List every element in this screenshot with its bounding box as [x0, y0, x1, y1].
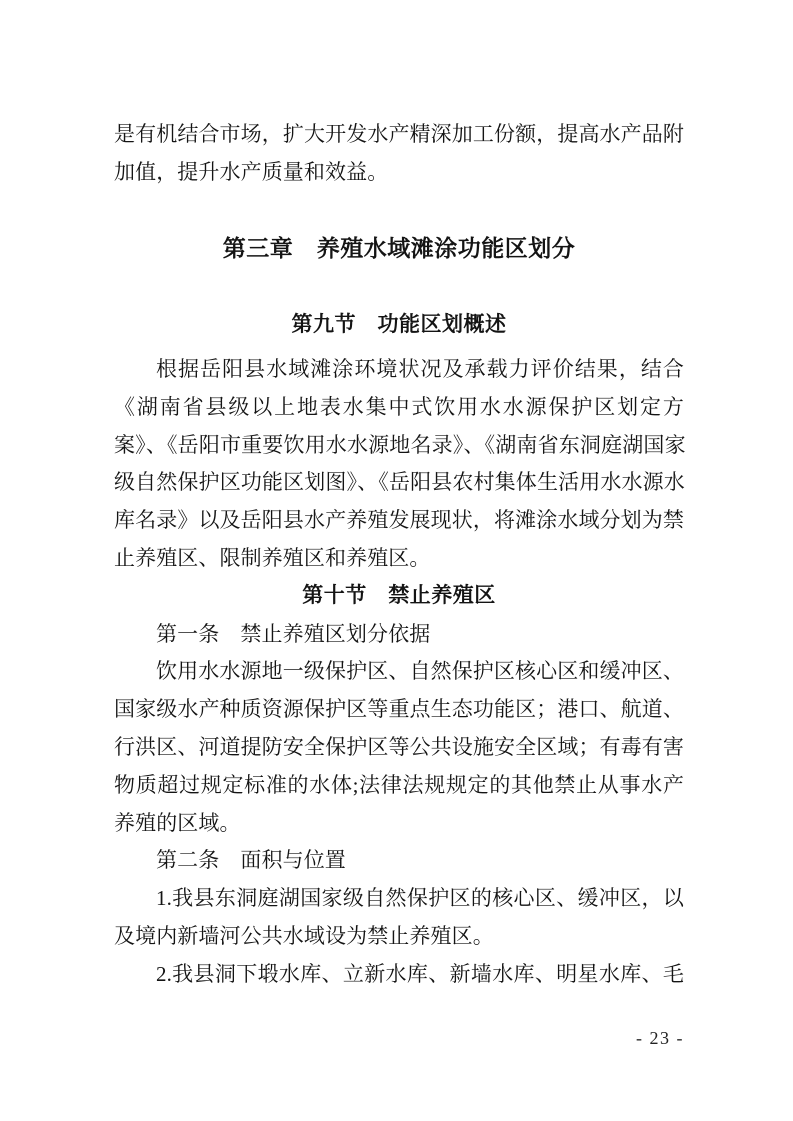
section-heading-10: 第十节 禁止养殖区: [302, 584, 496, 607]
article-1-heading: 第一条 禁止养殖区划分依据: [156, 622, 431, 646]
body-line: 级自然保护区功能区划图》、《岳阳县农村集体生活用水水源水: [114, 470, 684, 494]
chapter-heading: 第三章 养殖水域滩涂功能区划分: [222, 235, 576, 261]
body-line: 行洪区、河道提防安全保护区等公共设施安全区域；有毒有害: [114, 735, 684, 759]
body-line: 物质超过规定标准的水体;法律法规规定的其他禁止从事水产: [114, 773, 684, 797]
body-line: 《湖南省县级以上地表水集中式饮用水水源保护区划定方: [114, 395, 684, 419]
body-line: 是有机结合市场，扩大开发水产精深加工份额，提高水产品附: [114, 122, 684, 146]
article-2-heading: 第二条 面积与位置: [156, 848, 346, 872]
body-line: 案》、《岳阳市重要饮用水水源地名录》、《湖南省东洞庭湖国家: [114, 433, 684, 457]
body-line: 国家级水产种质资源保护区等重点生态功能区；港口、航道、: [114, 697, 684, 721]
body-line: 1.我县东洞庭湖国家级自然保护区的核心区、缓冲区，以: [156, 886, 684, 910]
body-line: 库名录》以及岳阳县水产养殖发展现状，将滩涂水域分划为禁: [114, 508, 684, 532]
page-number: - 23 -: [636, 1028, 684, 1048]
body-line: 加值，提升水产质量和效益。: [114, 160, 389, 184]
body-line: 止养殖区、限制养殖区和养殖区。: [114, 546, 431, 570]
body-line: 养殖的区域。: [114, 811, 241, 835]
body-line: 及境内新墙河公共水域设为禁止养殖区。: [114, 924, 494, 948]
body-line: 2.我县洞下塅水库、立新水库、新墙水库、明星水库、毛: [156, 962, 684, 986]
body-line: 饮用水水源地一级保护区、自然保护区核心区和缓冲区、: [156, 659, 684, 683]
body-line: 根据岳阳县水域滩涂环境状况及承载力评价结果，结合: [156, 357, 684, 381]
section-heading-9: 第九节 功能区划概述: [291, 313, 507, 336]
